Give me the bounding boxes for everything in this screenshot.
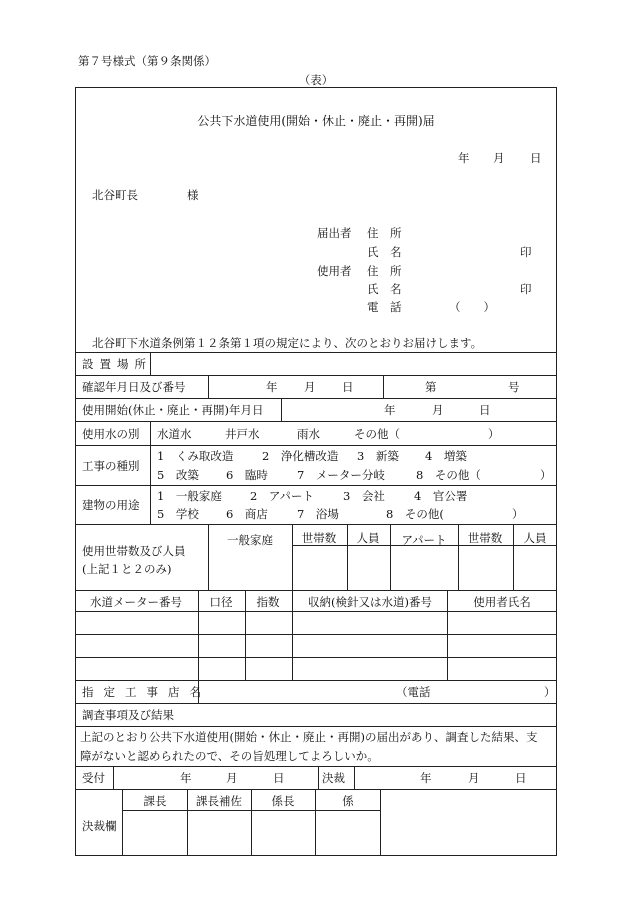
- households-note: (上記１と２のみ): [82, 562, 172, 576]
- start-date-day: 日: [479, 403, 491, 417]
- work-item-6: 6 臨時: [226, 468, 268, 482]
- building-item-8: 8 その他(: [386, 507, 444, 521]
- notifier-name-label: 氏 名: [367, 245, 402, 259]
- reception-year: 年: [180, 771, 192, 785]
- building-item-7: 7 浴場: [297, 507, 339, 521]
- notifier-seal: 印: [520, 245, 532, 259]
- user-seal: 印: [520, 282, 532, 296]
- approval-header-chief: 課長: [143, 794, 167, 808]
- user-phone-paren: （ ）: [449, 300, 495, 314]
- decision-label: 決裁: [322, 771, 345, 785]
- contractor-label: 指定工事店名: [82, 685, 211, 699]
- building-item-2: 2 アパート: [250, 489, 314, 503]
- form-number: 第７号様式（第９条関係）: [78, 54, 216, 68]
- households-general-label: 一般家庭: [227, 533, 273, 547]
- approval-label: 決裁欄: [82, 819, 117, 833]
- user-address-label: 住 所: [367, 264, 402, 278]
- notifier-label: 届出者: [317, 226, 352, 240]
- building-item-8-close: ）: [512, 507, 524, 521]
- statement: 北谷町下水道条例第１２条第１項の規定により、次のとおりお届けします。: [92, 336, 483, 350]
- confirmation-go: 号: [508, 380, 520, 394]
- households-apartment-count: 世帯数: [467, 531, 503, 545]
- water-type-label: 使用水の別: [82, 427, 140, 441]
- meter-header-receipt: 収納(検針又は水道)番号: [308, 595, 432, 609]
- work-item-8: 8 その他（: [416, 468, 481, 482]
- work-item-1: 1 くみ取改造: [157, 449, 234, 463]
- survey-label: 調査事項及び結果: [82, 708, 174, 722]
- date-year: 年: [458, 151, 470, 165]
- building-item-4: 4 官公署: [414, 489, 468, 503]
- reception-day: 日: [273, 771, 285, 785]
- start-date-label: 使用開始(休止・廃止・再開)年月日: [82, 403, 264, 417]
- form-title: 公共下水道使用(開始・休止・廃止・再開)届: [197, 114, 435, 128]
- water-option-other: その他（: [354, 427, 400, 441]
- honorific: 様: [187, 188, 199, 202]
- building-item-5: 5 学校: [157, 507, 199, 521]
- households-apartment-label: アパート: [401, 533, 447, 547]
- confirmation-label: 確認年月日及び番号: [82, 380, 186, 394]
- notifier-address-label: 住 所: [367, 226, 402, 240]
- approval-header-deputy: 課長補佐: [196, 794, 242, 808]
- survey-text-line2: 障がないと認められたので、その旨処理してよろしいか。: [80, 749, 379, 763]
- survey-text-line1: 上記のとおり公共下水道使用(開始・休止・廃止・再開)の届出があり、調査した結果、支: [80, 730, 538, 744]
- water-option-well: 井戸水: [225, 427, 260, 441]
- user-phone-label: 電 話: [367, 300, 402, 314]
- decision-day: 日: [515, 771, 527, 785]
- location-label: 設置場所: [82, 357, 152, 371]
- households-apartment-people: 人員: [523, 531, 547, 545]
- decision-year: 年: [420, 771, 432, 785]
- work-type-label: 工事の種別: [82, 459, 140, 473]
- confirmation-month: 月: [304, 380, 316, 394]
- meter-header-user: 使用者氏名: [473, 595, 531, 609]
- work-item-3: 3 新築: [357, 449, 399, 463]
- contractor-phone-close: ）: [544, 685, 556, 699]
- form-side-label: （表）: [298, 73, 334, 87]
- work-item-4: 4 増築: [425, 449, 467, 463]
- households-general-count: 世帯数: [301, 531, 337, 545]
- building-item-6: 6 商店: [226, 507, 268, 521]
- date-month: 月: [493, 151, 505, 165]
- user-label: 使用者: [317, 264, 352, 278]
- households-label: 使用世帯数及び人員: [82, 544, 186, 558]
- confirmation-day: 日: [342, 380, 354, 394]
- confirmation-dai: 第: [425, 380, 437, 394]
- contractor-phone-label: （電話: [396, 685, 431, 699]
- water-option-rain: 雨水: [297, 427, 320, 441]
- user-name-label: 氏 名: [367, 282, 402, 296]
- households-general-people: 人員: [356, 531, 380, 545]
- confirmation-year: 年: [266, 380, 278, 394]
- date-day: 日: [530, 151, 542, 165]
- start-date-year: 年: [384, 403, 396, 417]
- work-item-2: 2 浄化槽改造: [262, 449, 339, 463]
- reception-month: 月: [226, 771, 238, 785]
- work-item-8-close: ）: [540, 468, 552, 482]
- meter-header-index: 指数: [256, 595, 280, 609]
- reception-label: 受付: [82, 771, 105, 785]
- meter-header-diameter: 口径: [209, 595, 233, 609]
- building-item-1: 1 一般家庭: [157, 489, 222, 503]
- approval-header-staff: 係: [342, 794, 354, 808]
- meter-header-number: 水道メーター番号: [90, 595, 182, 609]
- water-option-close: ）: [488, 427, 500, 441]
- addressee: 北谷町長: [92, 188, 138, 202]
- water-option-tap: 水道水: [157, 427, 192, 441]
- work-item-5: 5 改築: [157, 468, 199, 482]
- building-label: 建物の用途: [82, 498, 140, 512]
- decision-month: 月: [468, 771, 480, 785]
- approval-header-section-chief: 係長: [271, 794, 295, 808]
- work-item-7: 7 メーター分岐: [297, 468, 385, 482]
- building-item-3: 3 会社: [343, 489, 385, 503]
- start-date-month: 月: [432, 403, 444, 417]
